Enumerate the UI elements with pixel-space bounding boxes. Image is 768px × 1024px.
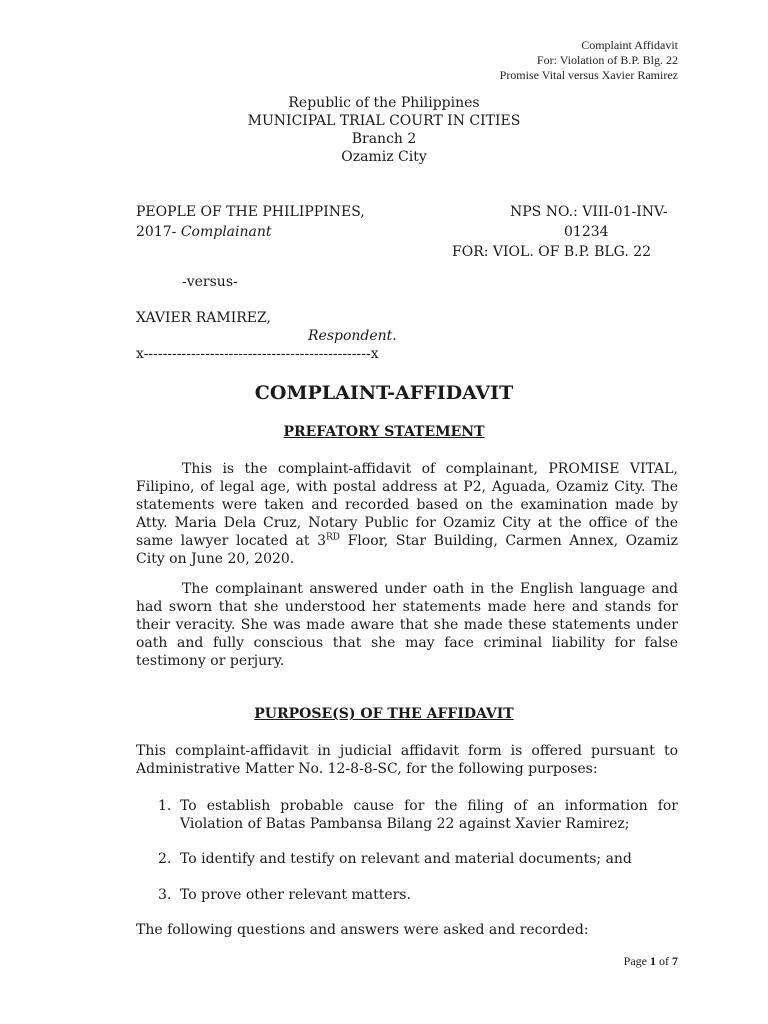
purpose-item-text: To identify and testify on relevant and material documents; and: [180, 851, 632, 867]
page-number: [624, 954, 678, 969]
page-total: 7: [672, 954, 678, 968]
nps-number-line2: 01234: [564, 224, 609, 240]
purposes-intro: This complaint-affidavit in judicial affidavit form is offered pursuant to Administrative Matter No. 12-8-8-SC, for the following purposes:: [136, 743, 678, 777]
prefatory-paragraph-1: [136, 460, 678, 568]
plaintiff-name: PEOPLE OF THE PHILIPPINES,: [136, 204, 365, 220]
prefatory-paragraph-2: The complainant answered under oath in the English language and had sworn that she understood her statements made here and stands for their veracity. She was made aware that she made these statements under oath and fully conscious that she may face criminal liability for false testimony or perjury.: [136, 581, 678, 669]
purpose-item-number: 3.: [158, 887, 172, 903]
prefatory-p1-text-a: This is the complaint-affidavit of complainant, PROMISE VITAL, Filipino, of legal age, with postal address at P2, Aguada, Ozamiz City. The statements were taken and recorded based on the examination made by Atty. Maria Dela Cruz, Notary Public for Ozamiz City at the office of the same lawyer located at 3: [136, 461, 678, 549]
offense-line: FOR: VIOL. OF B.P. BLG. 22: [452, 244, 652, 260]
purpose-item-number: 2.: [158, 851, 172, 867]
header-line-parties: Promise Vital versus Xavier Ramirez: [499, 68, 678, 82]
respondent-role: Respondent.: [308, 328, 397, 344]
page-of-word: of: [659, 954, 669, 968]
purpose-item-number: 1.: [158, 798, 172, 814]
court-republic: Republic of the Philippines: [288, 95, 480, 111]
prefatory-p1-text-b: Floor, Star Building, Carmen Annex, Ozamiz City on June 20, 2020.: [136, 533, 679, 567]
court-branch: Branch 2: [351, 131, 417, 147]
page-word: Page: [623, 954, 647, 968]
purpose-item-1: [158, 797, 678, 833]
purpose-item-2: [158, 850, 678, 868]
header-line-violation: For: Violation of B.P. Blg. 22: [536, 53, 678, 67]
running-header: [500, 38, 678, 83]
plaintiff-year: 2017-: [136, 224, 177, 240]
header-line-title: Complaint Affidavit: [581, 38, 678, 52]
court-city: Ozamiz City: [341, 149, 427, 165]
purposes-heading: PURPOSE(S) OF THE AFFIDAVIT: [254, 706, 514, 722]
purpose-item-text: To establish probable cause for the filing of an information for Violation of Batas Pambansa Bilang 22 against Xavier Ramirez;: [180, 798, 678, 832]
respondent-name: XAVIER RAMIREZ,: [136, 310, 271, 326]
court-heading: [0, 94, 768, 166]
prefatory-heading: PREFATORY STATEMENT: [283, 424, 485, 440]
caption-divider: x------------------------------------------------x: [136, 346, 379, 362]
plaintiff-role: Complainant: [180, 224, 272, 240]
nps-number-line1: NPS NO.: VIII-01-INV-: [510, 204, 668, 220]
plaintiff-role-line: [136, 222, 365, 242]
versus-label: -versus-: [182, 274, 238, 290]
prefatory-p1-superscript: RD: [326, 532, 340, 543]
document-title: COMPLAINT-AFFIDAVIT: [254, 382, 514, 404]
questions-intro: The following questions and answers were asked and recorded:: [136, 922, 589, 938]
court-name: MUNICIPAL TRIAL COURT IN CITIES: [247, 113, 521, 129]
page-current: 1: [650, 954, 656, 968]
purpose-item-text: To prove other relevant matters.: [180, 887, 411, 903]
purpose-item-3: [158, 886, 678, 904]
caption-case-number: [452, 202, 682, 262]
caption-plaintiff: [136, 202, 365, 242]
